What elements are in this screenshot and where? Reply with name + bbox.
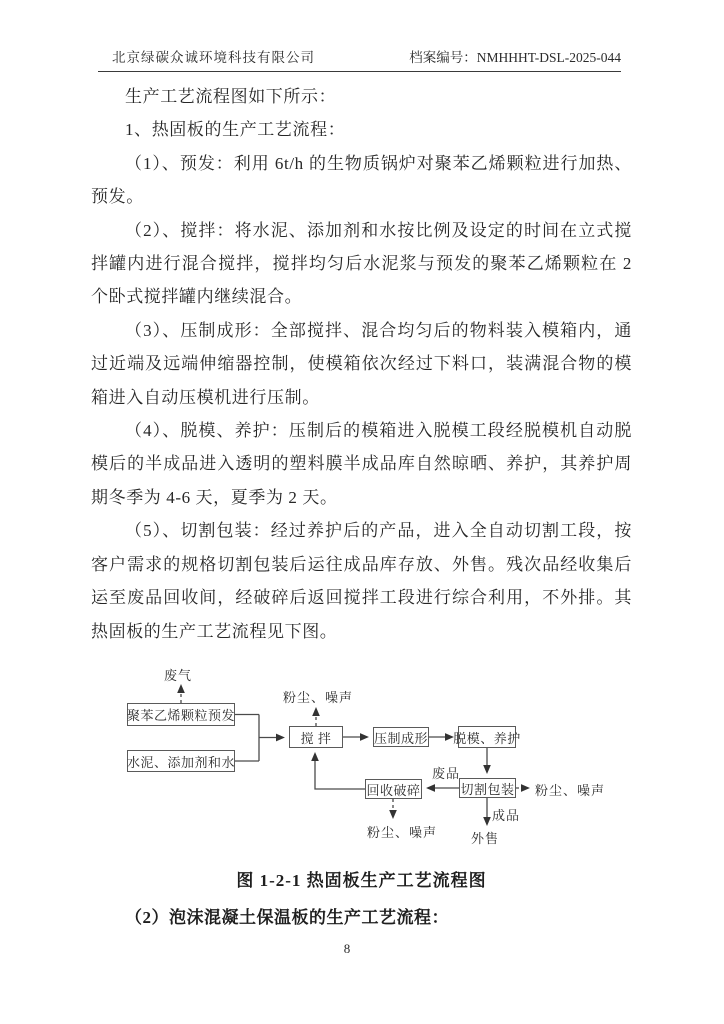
flow-label-dust-noise-top: 粉尘、噪声 <box>283 690 354 705</box>
body-text <box>91 80 632 648</box>
flow-label-dust-noise-right: 粉尘、噪声 <box>535 783 606 798</box>
flow-box-cutting: 切割包装 <box>459 778 516 798</box>
process-flow-diagram <box>0 655 724 855</box>
flow-box-mixing: 搅 拌 <box>289 726 343 748</box>
flow-label-sale: 外售 <box>471 831 500 846</box>
flow-box-recycling: 回收破碎 <box>365 779 422 799</box>
paragraph-step-2: （2）、搅拌：将水泥、添加剂和水按比例及设定的时间在立式搅拌罐内进行混合搅拌，搅拌均匀后水泥浆与预发的聚苯乙烯颗粒在 2 个卧式搅拌罐内继续混合。 <box>91 220 632 307</box>
flow-label-product: 成品 <box>492 808 521 823</box>
flow-box-materials: 水泥、添加剂和水 <box>127 750 235 772</box>
page-header <box>98 44 621 72</box>
flow-label-waste-gas: 废气 <box>164 668 193 683</box>
paragraph-step-1: （1）、预发：利用 6t/h 的生物质锅炉对聚苯乙烯颗粒进行加热、预发。 <box>91 153 632 207</box>
paragraph-step-5: （5）、切割包装：经过养护后的产品，进入全自动切割工段，按客户需求的规格切割包装后运往成品库存放、外售。残次品经收集后运至废品回收间，经破碎后返回搅拌工段进行综合利用，不外排。其热固板的生产工艺流程见下图。 <box>91 521 632 641</box>
flow-box-pressing: 压制成形 <box>373 727 429 747</box>
paragraph-step-4: （4）、脱模、养护：压制后的模箱进入脱模工段经脱模机自动脱模后的半成品进入透明的塑料膜半成品库自然晾晒、养护，其养护周期冬季为 4-6 天，夏季为 2 天。 <box>91 421 632 507</box>
header-company-name: 北京绿碳众诚环境科技有限公司 <box>112 50 315 65</box>
paragraph-heading-1: 1、热固板的生产工艺流程： <box>125 120 346 140</box>
flow-box-demolding: 脱模、养护 <box>458 726 516 748</box>
flow-arrows <box>0 655 724 855</box>
header-doc-number: 档案编号：NMHHHT-DSL-2025-044 <box>409 50 621 65</box>
page-number: 8 <box>343 941 351 956</box>
section-subheading: （2）泡沫混凝土保温板的生产工艺流程： <box>125 908 449 927</box>
figure-caption: 图 1-2-1 热固板生产工艺流程图 <box>236 871 487 890</box>
flow-label-waste: 废品 <box>432 766 461 781</box>
flow-label-dust-noise-bottom: 粉尘、噪声 <box>367 825 438 840</box>
flow-box-pre-expansion: 聚苯乙烯颗粒预发 <box>127 703 235 726</box>
paragraph-step-3: （3）、压制成形：全部搅拌、混合均匀后的物料装入模箱内，通过近端及远端伸缩器控制，使模箱依次经过下料口，装满混合物的模箱进入自动压模机进行压制。 <box>91 320 632 407</box>
paragraph-intro: 生产工艺流程图如下所示： <box>125 87 337 106</box>
